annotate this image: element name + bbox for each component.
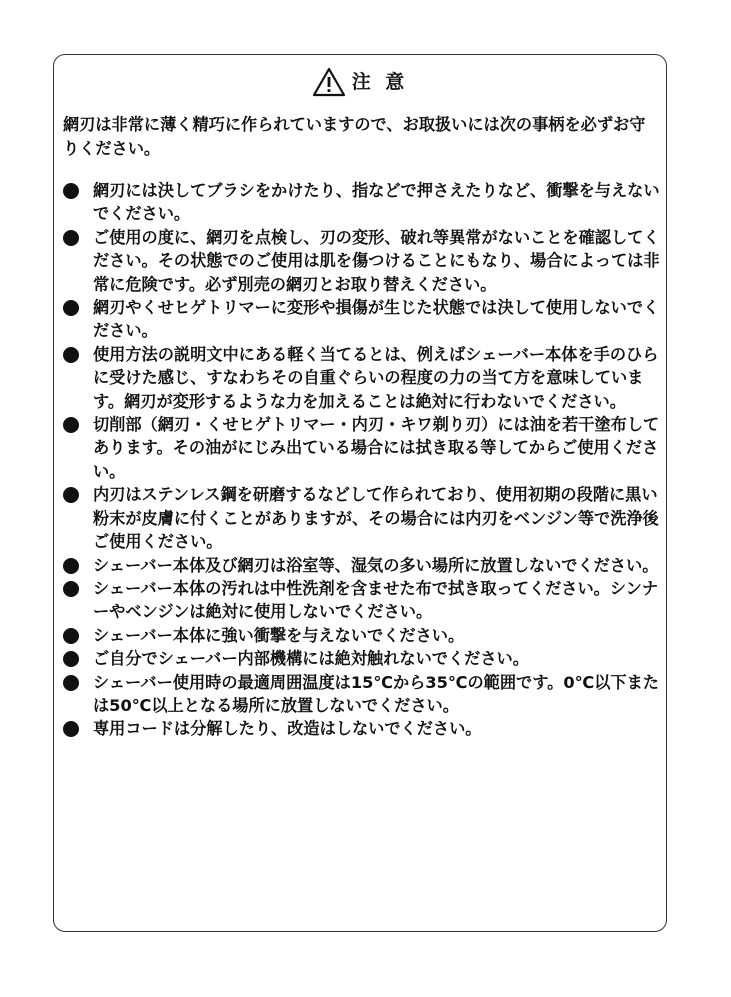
bullet-icon [63, 558, 79, 574]
caution-item [63, 717, 662, 740]
notice-box [53, 54, 667, 932]
caution-item-text: 使用方法の説明文中にある軽く当てるとは、例えばシェーバー本体を手のひらに受けた感じ、すなわちその自重ぐらいの程度の力の当て方を意味しています。網刃が変形するような力を加えることは絶対に行わないでください。 [93, 344, 659, 411]
caution-item [63, 483, 662, 553]
caution-item-text: シェーバー使用時の最適周囲温度は15℃から35℃の範囲です。0℃以下または50℃以上となる場所に放置しないでください。 [93, 672, 659, 715]
caution-item [63, 624, 662, 647]
caution-item [63, 647, 662, 670]
notice-title: 注 意 [351, 71, 409, 93]
bullet-icon [63, 347, 79, 363]
caution-list [63, 179, 662, 741]
bullet-icon [63, 581, 79, 597]
caution-item [63, 413, 662, 483]
caution-item-text: ご自分でシェーバー内部機構には絶対触れないでください。 [93, 649, 529, 669]
bullet-icon [63, 721, 79, 737]
intro-text: 網刃は非常に薄く精巧に作られていますので、お取扱いには次の事柄を必ずお守りください。 [63, 115, 646, 158]
caution-item-text: 内刃はステンレス鋼を研磨するなどして作られており、使用初期の段階に黒い粉末が皮膚に付くことがありますが、その場合には内刃をベンジン等で洗浄後ご使用ください。 [93, 485, 659, 552]
bullet-icon [63, 230, 79, 246]
caution-item-text: シェーバー本体に強い衝撃を与えないでください。 [93, 625, 465, 645]
caution-item-text: 切削部（網刃・くせヒゲトリマー・内刃・キワ剃り刃）には油を若干塗布してあります。その油がにじみ出ている場合には拭き取る等してからご使用ください。 [93, 415, 660, 481]
caution-item-text: ご使用の度に、網刃を点検し、刃の変形、破れ等異常がないことを確認してください。その状態でのご使用は肌を傷つけることにもなり、場合によっては非常に危険です。必ず別売の網刃とお取り替えください。 [93, 227, 660, 294]
bullet-icon [63, 487, 79, 503]
caution-item-text: シェーバー本体及び網刃は浴室等、湿気の多い場所に放置しないでください。 [93, 555, 659, 575]
notice-header [54, 67, 666, 97]
caution-item [63, 343, 662, 413]
warning-triangle-icon [312, 67, 346, 97]
caution-item [63, 226, 662, 296]
bullet-icon [63, 651, 79, 667]
caution-item [63, 671, 662, 718]
caution-item-text: 網刃には決してブラシをかけたり、指などで押さえたりなど、衝撃を与えないでください。 [93, 181, 660, 224]
bullet-icon [63, 675, 79, 691]
caution-item [63, 554, 662, 577]
caution-item-text: シェーバー本体の汚れは中性洗剤を含ませた布で拭き取ってください。シンナーやベンジンは絶対に使用しないでください。 [93, 578, 659, 622]
bullet-icon [63, 417, 79, 433]
caution-item [63, 577, 662, 624]
caution-item-text: 網刃やくせヒゲトリマーに変形や損傷が生じた状態では決して使用しないでください。 [93, 298, 660, 341]
bullet-icon [63, 300, 79, 316]
bullet-icon [63, 183, 79, 199]
caution-item [63, 296, 662, 343]
bullet-icon [63, 628, 79, 644]
caution-item-text: 専用コードは分解したり、改造はしないでください。 [93, 719, 482, 739]
caution-item [63, 179, 662, 226]
